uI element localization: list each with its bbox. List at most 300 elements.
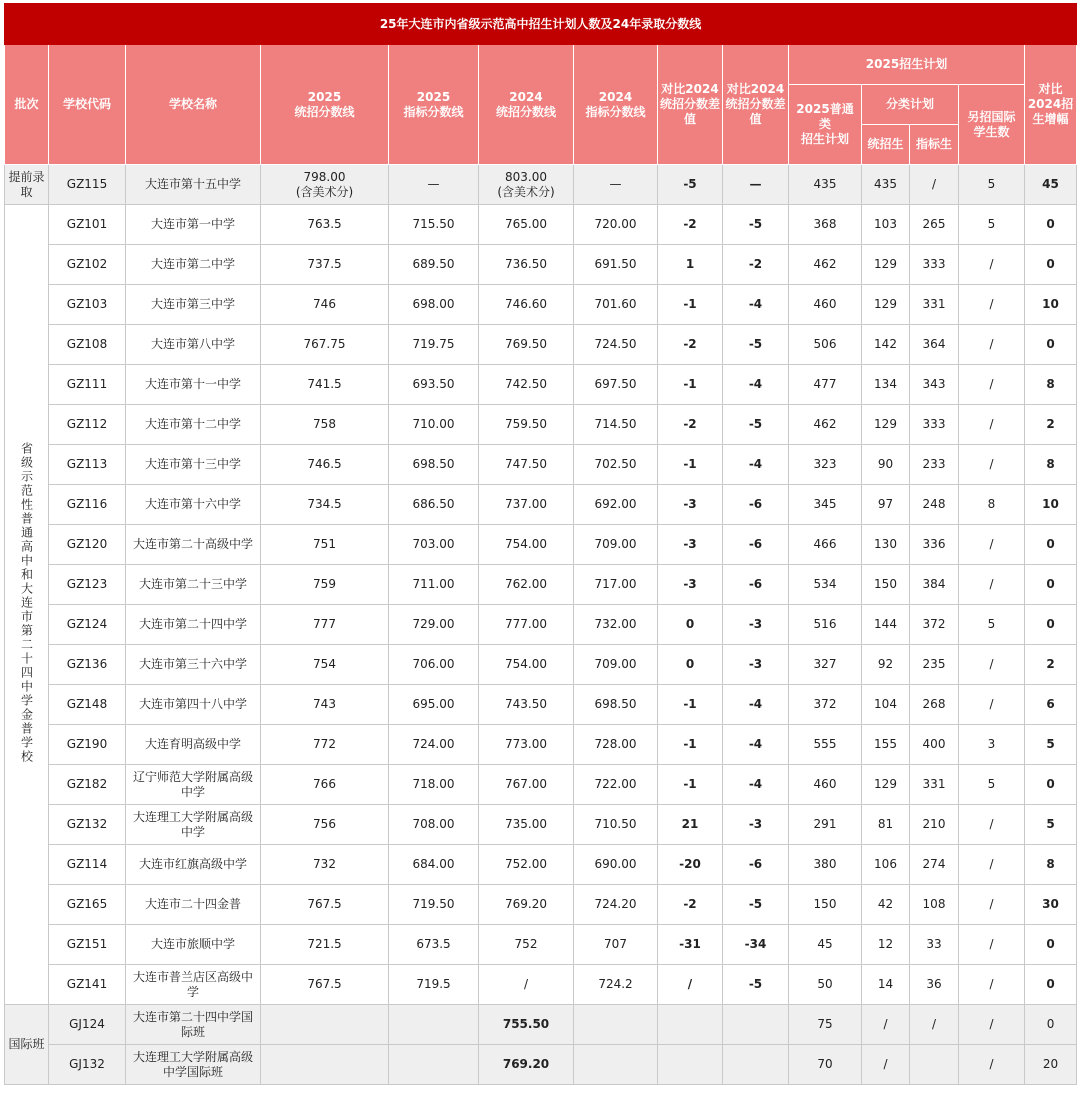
batch-cell-main [5,205,49,1005]
school-name: 大连市旅顺中学 [126,925,261,965]
diff-quota: -3 [723,805,789,845]
plan-increase: 6 [1025,685,1077,725]
score-2025-quota: 718.00 [389,765,479,805]
diff-quota [723,1045,789,1085]
score-2025-unified: 767.5 [261,885,389,925]
score-2025-quota: 698.00 [389,285,479,325]
table-row [5,245,1077,285]
score-2025-unified: 732 [261,845,389,885]
diff-unified: 21 [658,805,723,845]
score-2024-unified: 769.50 [479,325,574,365]
diff-quota: -5 [723,325,789,365]
score-2025-quota: 719.75 [389,325,479,365]
score-2025-unified: 772 [261,725,389,765]
score-2024-unified: 737.00 [479,485,574,525]
plan-unified: 42 [862,885,910,925]
score-2024-unified: 773.00 [479,725,574,765]
plan-unified: 134 [862,365,910,405]
school-code: GZ123 [49,565,126,605]
plan-unified: 129 [862,285,910,325]
score-2025-unified: 737.5 [261,245,389,285]
school-code: GZ148 [49,685,126,725]
school-name: 大连市第十一中学 [126,365,261,405]
diff-unified: -2 [658,405,723,445]
plan-general: 462 [789,245,862,285]
plan-quota: 36 [910,965,959,1005]
plan-increase: 2 [1025,645,1077,685]
score-2025-unified: 758 [261,405,389,445]
score-2024-unified: 754.00 [479,525,574,565]
diff-unified: -2 [658,205,723,245]
school-code: GZ115 [49,165,126,205]
table-row [5,805,1077,845]
score-2025-unified: 767.5 [261,965,389,1005]
plan-quota: 364 [910,325,959,365]
intl-students: 8 [959,485,1025,525]
school-code: GZ102 [49,245,126,285]
header-quota-diff: 对比2024 统招分数差 值 [723,45,789,165]
school-name: 大连市普兰店区高级中学 [126,965,261,1005]
plan-increase: 10 [1025,285,1077,325]
school-name: 大连市第二十三中学 [126,565,261,605]
table-row [5,765,1077,805]
plan-unified: 144 [862,605,910,645]
plan-general: 516 [789,605,862,645]
plan-increase: 0 [1025,965,1077,1005]
plan-general: 477 [789,365,862,405]
score-2024-unified: 767.00 [479,765,574,805]
plan-unified: 97 [862,485,910,525]
score-2024-unified: 746.60 [479,285,574,325]
school-code: GZ190 [49,725,126,765]
plan-general: 462 [789,405,862,445]
plan-quota: 343 [910,365,959,405]
plan-quota: / [910,165,959,205]
diff-quota: -4 [723,685,789,725]
school-code: GZ112 [49,405,126,445]
table-row [5,365,1077,405]
table-row [5,565,1077,605]
table-row [5,685,1077,725]
plan-general: 368 [789,205,862,245]
score-2024-quota: 724.20 [574,885,658,925]
plan-general: 466 [789,525,862,565]
school-name: 大连市第一中学 [126,205,261,245]
score-2024-unified: 747.50 [479,445,574,485]
intl-students: / [959,325,1025,365]
diff-unified: -1 [658,685,723,725]
diff-unified: -1 [658,285,723,325]
intl-students: 5 [959,165,1025,205]
diff-unified: -3 [658,565,723,605]
diff-quota: -5 [723,405,789,445]
plan-general: 380 [789,845,862,885]
diff-unified: -2 [658,885,723,925]
plan-general: 323 [789,445,862,485]
diff-quota: -5 [723,205,789,245]
school-code: GZ114 [49,845,126,885]
table-row [5,485,1077,525]
score-2025-quota: 689.50 [389,245,479,285]
plan-unified: 142 [862,325,910,365]
intl-students: / [959,285,1025,325]
table-row [5,1005,1077,1045]
plan-unified: / [862,1005,910,1045]
school-code: GZ182 [49,765,126,805]
score-2024-unified: 765.00 [479,205,574,245]
table-row [5,645,1077,685]
table-row [5,605,1077,645]
school-code: GJ132 [49,1045,126,1085]
score-2025-quota: 684.00 [389,845,479,885]
school-code: GZ165 [49,885,126,925]
admission-table [4,3,1077,1085]
school-name: 辽宁师范大学附属高级中学 [126,765,261,805]
school-name: 大连理工大学附属高级中学 [126,805,261,845]
plan-quota: 33 [910,925,959,965]
score-2024-quota: 707 [574,925,658,965]
score-2025-quota: 711.00 [389,565,479,605]
intl-students: / [959,445,1025,485]
plan-general: 506 [789,325,862,365]
table-row [5,525,1077,565]
plan-unified: 104 [862,685,910,725]
header-plan-2025: 2025招生计划 [789,45,1025,85]
score-2024-unified: / [479,965,574,1005]
school-code: GZ136 [49,645,126,685]
score-2024-quota: 717.00 [574,565,658,605]
score-2025-quota: 698.50 [389,445,479,485]
plan-quota: 274 [910,845,959,885]
score-2024-unified: 742.50 [479,365,574,405]
score-2025-quota: 719.5 [389,965,479,1005]
school-name: 大连市第十六中学 [126,485,261,525]
school-code: GZ116 [49,485,126,525]
table-row [5,1045,1077,1085]
diff-quota: -5 [723,965,789,1005]
plan-increase: 0 [1025,1005,1077,1045]
score-2025-quota: 695.00 [389,685,479,725]
school-name: 大连市二十四金普 [126,885,261,925]
diff-unified: / [658,965,723,1005]
school-code: GZ113 [49,445,126,485]
plan-quota: 235 [910,645,959,685]
intl-students: 5 [959,765,1025,805]
diff-unified: 1 [658,245,723,285]
plan-quota: 331 [910,285,959,325]
diff-quota: -6 [723,525,789,565]
score-2025-unified: 766 [261,765,389,805]
diff-unified: -1 [658,365,723,405]
plan-quota: 268 [910,685,959,725]
plan-general: 435 [789,165,862,205]
score-2024-unified: 752 [479,925,574,965]
school-code: GZ132 [49,805,126,845]
plan-increase: 0 [1025,205,1077,245]
school-name: 大连市第二十四中学国际班 [126,1005,261,1045]
intl-students: / [959,565,1025,605]
score-2024-quota: 691.50 [574,245,658,285]
plan-unified: 129 [862,405,910,445]
score-2024-quota [574,1045,658,1085]
batch-cell-intl: 国际班 [5,1005,49,1085]
diff-unified [658,1045,723,1085]
intl-students: / [959,1005,1025,1045]
score-2024-quota: 732.00 [574,605,658,645]
school-name: 大连理工大学附属高级中学国际班 [126,1045,261,1085]
score-2024-quota: 720.00 [574,205,658,245]
score-2024-unified: 759.50 [479,405,574,445]
score-2025-unified: 734.5 [261,485,389,525]
score-2025-unified: 767.75 [261,325,389,365]
score-2024-unified: 769.20 [479,1045,574,1085]
diff-unified: -20 [658,845,723,885]
score-2025-unified: 743 [261,685,389,725]
school-code: GZ141 [49,965,126,1005]
plan-quota: 333 [910,405,959,445]
table-row [5,965,1077,1005]
score-2024-unified: 752.00 [479,845,574,885]
intl-students: / [959,885,1025,925]
school-code: GZ120 [49,525,126,565]
plan-quota: 210 [910,805,959,845]
school-name: 大连市第二十四中学 [126,605,261,645]
plan-general: 534 [789,565,862,605]
score-2024-unified: 777.00 [479,605,574,645]
school-name: 大连市第三中学 [126,285,261,325]
header-intl-students: 另招国际 学生数 [959,85,1025,165]
plan-increase: 0 [1025,925,1077,965]
table-row [5,845,1077,885]
score-2024-unified: 754.00 [479,645,574,685]
score-2024-quota: 714.50 [574,405,658,445]
plan-unified: 103 [862,205,910,245]
score-2024-quota: 697.50 [574,365,658,405]
plan-general: 291 [789,805,862,845]
score-2024-unified: 735.00 [479,805,574,845]
score-2025-unified: 746.5 [261,445,389,485]
header-2024-quota-score: 2024 指标分数线 [574,45,658,165]
score-2024-quota: 698.50 [574,685,658,725]
intl-students: 3 [959,725,1025,765]
table-row [5,405,1077,445]
score-2025-quota: 724.00 [389,725,479,765]
diff-quota: -4 [723,765,789,805]
plan-quota: / [910,1005,959,1045]
score-2024-quota: 728.00 [574,725,658,765]
score-2024-quota: 709.00 [574,525,658,565]
plan-increase: 0 [1025,565,1077,605]
plan-quota: 331 [910,765,959,805]
intl-students: / [959,365,1025,405]
intl-students: / [959,245,1025,285]
plan-general: 460 [789,285,862,325]
score-2024-quota: 709.00 [574,645,658,685]
score-2024-quota: 724.2 [574,965,658,1005]
diff-quota [723,1005,789,1045]
school-code: GZ111 [49,365,126,405]
admission-table-container [4,3,1076,1085]
table-row [5,165,1077,205]
score-2025-quota: 693.50 [389,365,479,405]
batch-label-main: 省级示范性普通高中和大连市第二十四中学金普学校 [19,441,34,764]
intl-students: 5 [959,605,1025,645]
plan-increase: 0 [1025,765,1077,805]
plan-quota: 336 [910,525,959,565]
plan-general: 75 [789,1005,862,1045]
score-2025-quota: 686.50 [389,485,479,525]
diff-quota: -4 [723,725,789,765]
intl-students: / [959,405,1025,445]
score-2025-unified: 754 [261,645,389,685]
header-school-code: 学校代码 [49,45,126,165]
diff-quota: -6 [723,565,789,605]
score-2025-unified: 751 [261,525,389,565]
diff-unified: 0 [658,645,723,685]
school-code: GZ101 [49,205,126,245]
score-2025-quota: 673.5 [389,925,479,965]
school-name: 大连市第十五中学 [126,165,261,205]
table-row [5,885,1077,925]
plan-increase: 20 [1025,1045,1077,1085]
score-2025-quota [389,1045,479,1085]
plan-general: 372 [789,685,862,725]
header-2025-unified-score: 2025 统招分数线 [261,45,389,165]
score-2025-unified [261,1005,389,1045]
diff-unified: -1 [658,765,723,805]
diff-quota: -5 [723,885,789,925]
plan-unified: / [862,1045,910,1085]
header-2024-unified-score: 2024 统招分数线 [479,45,574,165]
score-2024-quota: 722.00 [574,765,658,805]
intl-students: 5 [959,205,1025,245]
score-2024-quota: 702.50 [574,445,658,485]
plan-increase: 0 [1025,325,1077,365]
school-name: 大连市第二中学 [126,245,261,285]
plan-general: 460 [789,765,862,805]
diff-unified: -1 [658,445,723,485]
diff-quota: — [723,165,789,205]
diff-unified [658,1005,723,1045]
score-2024-quota: — [574,165,658,205]
plan-quota: 333 [910,245,959,285]
school-code: GZ124 [49,605,126,645]
plan-quota: 400 [910,725,959,765]
plan-quota: 372 [910,605,959,645]
plan-unified: 435 [862,165,910,205]
score-2025-quota: 719.50 [389,885,479,925]
plan-increase: 0 [1025,525,1077,565]
diff-unified: -3 [658,485,723,525]
plan-unified: 129 [862,245,910,285]
score-2024-quota: 701.60 [574,285,658,325]
intl-students: / [959,965,1025,1005]
score-2025-quota: 729.00 [389,605,479,645]
diff-quota: -3 [723,645,789,685]
score-2025-unified [261,1045,389,1085]
score-2025-unified: 746 [261,285,389,325]
plan-increase: 8 [1025,845,1077,885]
diff-quota: -3 [723,605,789,645]
score-2024-unified: 762.00 [479,565,574,605]
plan-increase: 0 [1025,605,1077,645]
plan-quota: 233 [910,445,959,485]
plan-unified: 129 [862,765,910,805]
diff-quota: -4 [723,445,789,485]
plan-unified: 130 [862,525,910,565]
intl-students: / [959,685,1025,725]
plan-increase: 30 [1025,885,1077,925]
header-increase: 对比 2024招 生增幅 [1025,45,1077,165]
intl-students: / [959,645,1025,685]
table-row [5,325,1077,365]
plan-general: 150 [789,885,862,925]
score-2025-quota: 708.00 [389,805,479,845]
plan-increase: 5 [1025,805,1077,845]
intl-students: / [959,525,1025,565]
school-name: 大连市红旗高级中学 [126,845,261,885]
plan-unified: 81 [862,805,910,845]
score-2025-unified: 798.00 (含美术分) [261,165,389,205]
plan-increase: 8 [1025,445,1077,485]
table-row [5,925,1077,965]
school-code: GZ108 [49,325,126,365]
plan-increase: 45 [1025,165,1077,205]
header-unified-diff: 对比2024 统招分数差 值 [658,45,723,165]
score-2025-quota: 715.50 [389,205,479,245]
plan-unified: 92 [862,645,910,685]
plan-increase: 8 [1025,365,1077,405]
diff-unified: -3 [658,525,723,565]
plan-unified: 90 [862,445,910,485]
plan-increase: 5 [1025,725,1077,765]
diff-quota: -34 [723,925,789,965]
header-quota-students: 指标生 [910,125,959,165]
table-title: 25年大连市内省级示范高中招生计划人数及24年录取分数线 [5,4,1077,45]
batch-cell-early: 提前录取 [5,165,49,205]
school-name: 大连育明高级中学 [126,725,261,765]
diff-quota: -6 [723,845,789,885]
score-2024-unified: 769.20 [479,885,574,925]
diff-quota: -4 [723,365,789,405]
school-name: 大连市第八中学 [126,325,261,365]
plan-increase: 10 [1025,485,1077,525]
diff-unified: -2 [658,325,723,365]
score-2025-unified: 741.5 [261,365,389,405]
diff-unified: -1 [658,725,723,765]
plan-increase: 0 [1025,245,1077,285]
intl-students: / [959,805,1025,845]
table-row [5,445,1077,485]
plan-unified: 14 [862,965,910,1005]
table-row [5,205,1077,245]
plan-general: 345 [789,485,862,525]
plan-increase: 2 [1025,405,1077,445]
intl-students: / [959,845,1025,885]
table-row [5,725,1077,765]
score-2024-unified: 743.50 [479,685,574,725]
header-batch: 批次 [5,45,49,165]
header-2025-quota-score: 2025 指标分数线 [389,45,479,165]
score-2024-unified: 803.00 (含美术分) [479,165,574,205]
score-2024-unified: 755.50 [479,1005,574,1045]
score-2025-unified: 756 [261,805,389,845]
diff-quota: -6 [723,485,789,525]
header-unified-students: 统招生 [862,125,910,165]
score-2024-quota: 692.00 [574,485,658,525]
score-2025-quota: — [389,165,479,205]
school-name: 大连市第三十六中学 [126,645,261,685]
